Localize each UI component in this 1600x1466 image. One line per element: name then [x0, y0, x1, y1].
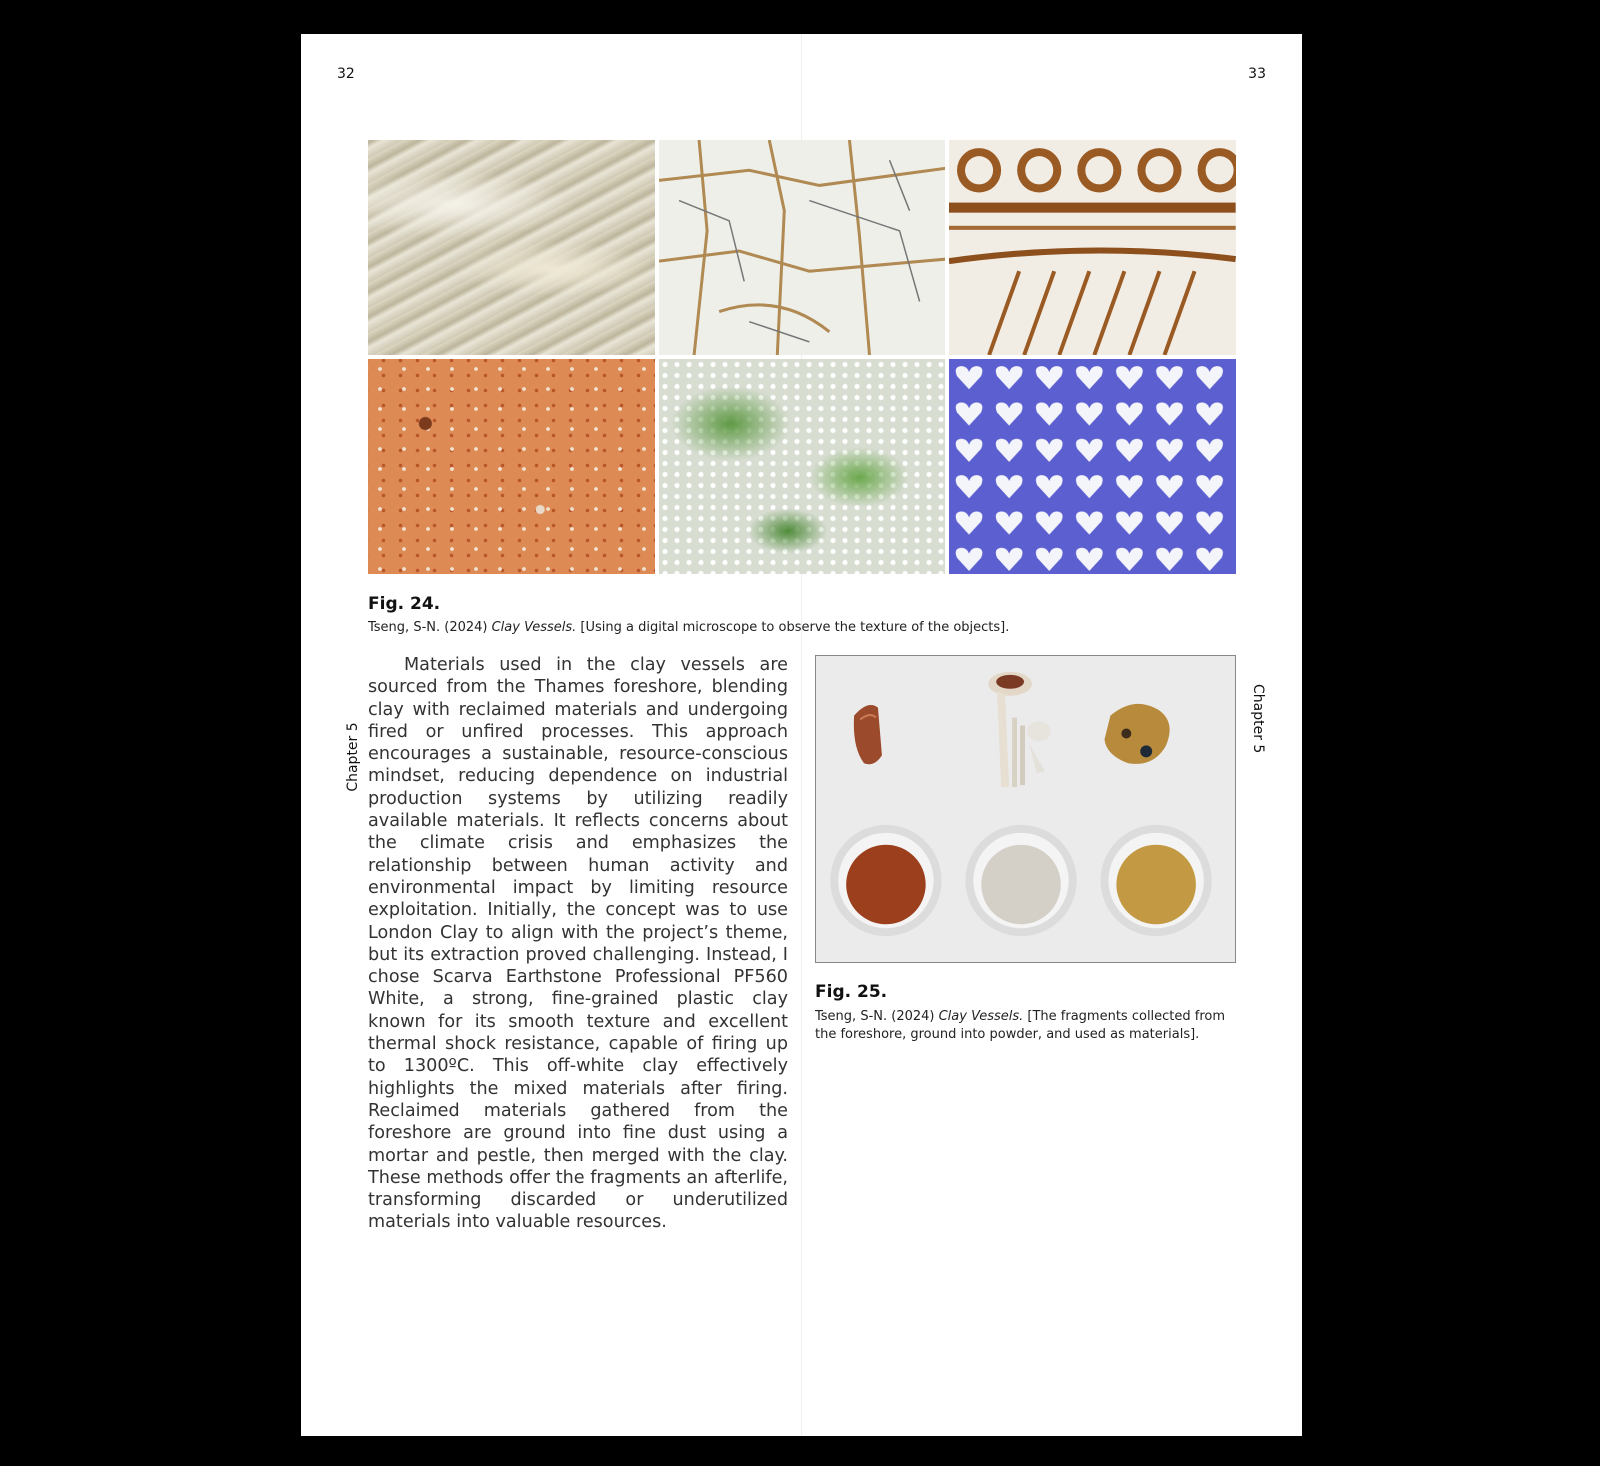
texture-crackle-image [659, 140, 946, 355]
fig24-title: Fig. 24. [368, 594, 441, 614]
fig25-materials-photo [815, 655, 1236, 963]
fig24-caption: Tseng, S-N. (2024) Clay Vessels. [Using a digital microscope to observe the texture of the objects]. [368, 620, 1010, 635]
texture-green-glaze-image [659, 359, 946, 574]
left-page-number: 32 [337, 66, 355, 82]
fig24-microscope-grid [368, 140, 1236, 574]
texture-printed-pattern-image [949, 140, 1236, 355]
texture-blue-lattice-image [949, 359, 1236, 574]
fig25-title: Fig. 25. [815, 982, 888, 1002]
fig25-caption: Tseng, S-N. (2024) Clay Vessels. [The fragments collected from the foreshore, ground into powder, and used as materials]. [815, 1009, 1226, 1042]
book-spread [301, 34, 1302, 1436]
body-paragraph: Materials used in the clay vessels are sourced from the Thames foreshore, blending clay with reclaimed materials and undergoing fired or unfired processes. This approach encourages a sustainable, resource-conscious mindset, reducing dependence on industrial production systems by utilizing readily available materials. It reflects concerns about the climate crisis and emphasizes the relationship between human activity and environmental impact by limiting resource exploitation. Initially, the concept was to use London Clay to align with the project’s theme, but its extraction proved challenging. Instead, I chose Scarva Earthstone Professional PF560 White, a strong, fine-grained plastic clay known for its smooth texture and excellent thermal shock resistance, capable of firing up to 1300ºC. This off-white clay effectively highlights the mixed materials after firing. Reclaimed materials gathered from the foreshore are ground into fine dust using a mortar and pestle, then merged with the clay. These methods offer the fragments an afterlife, transforming discarded or underutilized materials into valuable resources. [368, 655, 788, 1233]
texture-shell-image [368, 140, 655, 355]
texture-terracotta-image [368, 359, 655, 574]
left-chapter-label: Chapter 5 [345, 722, 361, 792]
right-chapter-label: Chapter 5 [1250, 684, 1266, 754]
right-page-number: 33 [1248, 66, 1266, 82]
